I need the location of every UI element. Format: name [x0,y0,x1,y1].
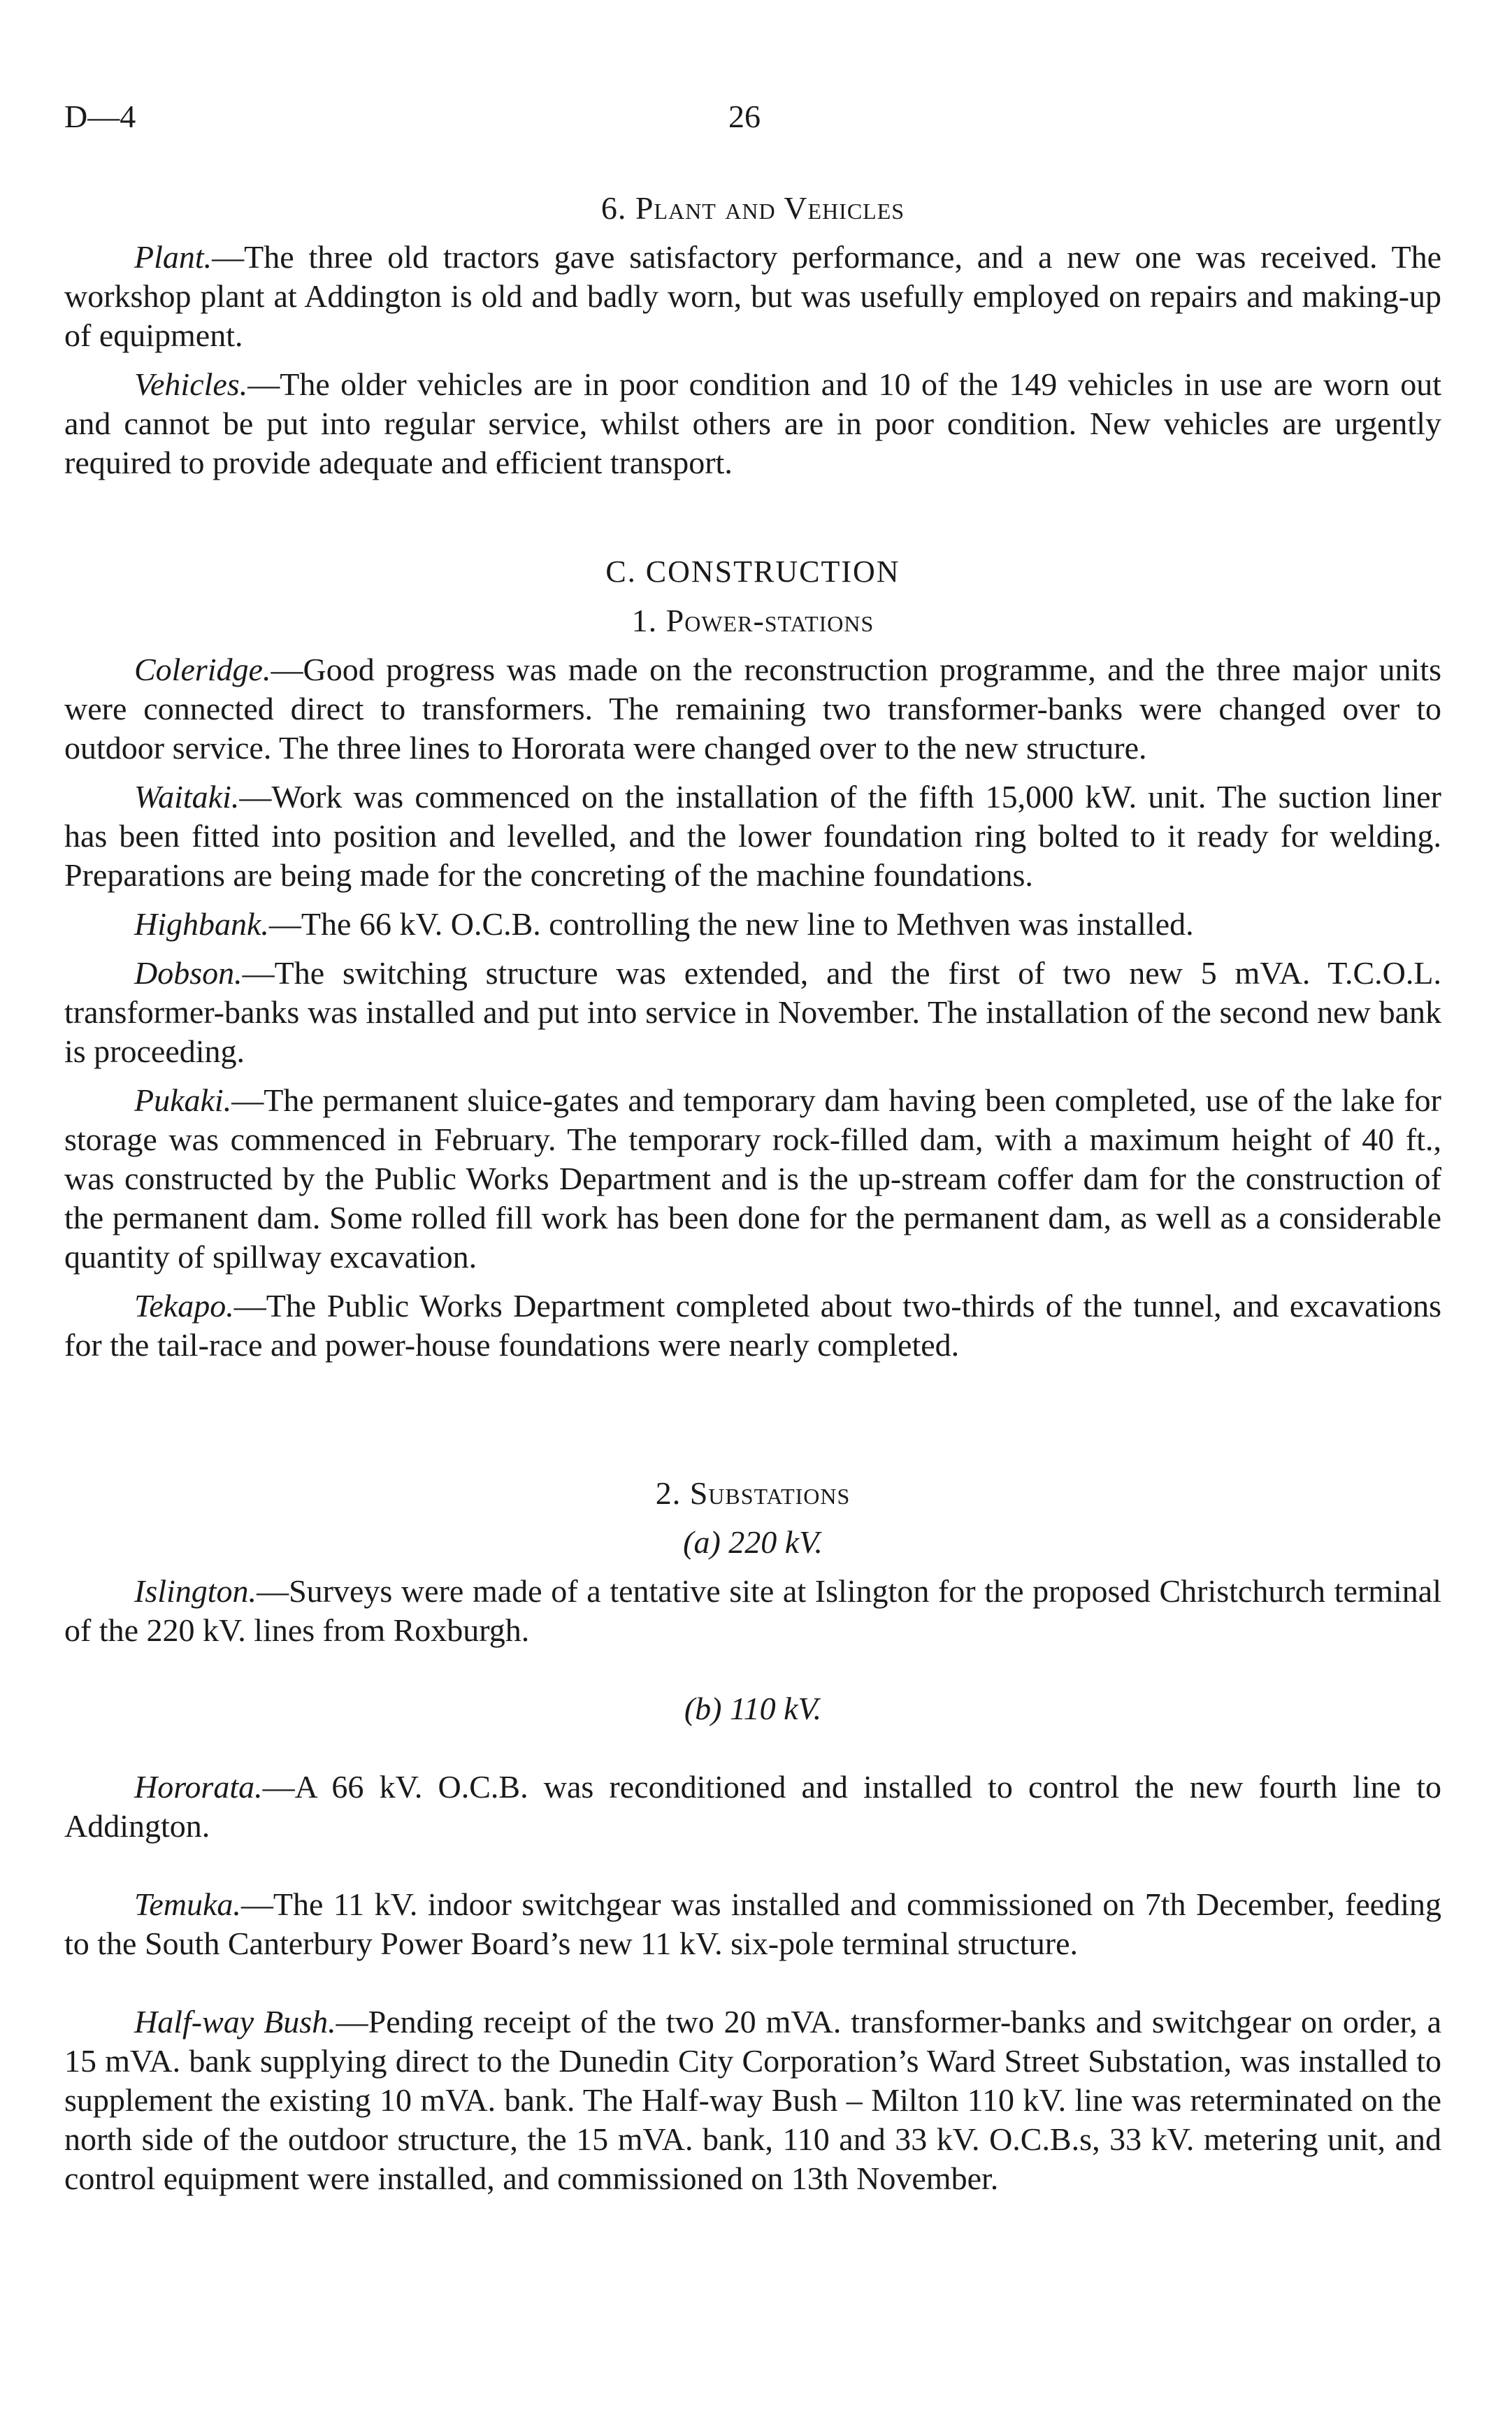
paragraph-lead: Waitaki. [134,779,240,815]
paragraph-text: —Good progress was made on the reconstruction programme, and the three major units were connected direct to transformers. The remaining two transformer-banks were changed over to outdoor service. The three lines to Hororata were changed over to the new structure. [64,652,1441,766]
paragraph-text: —The 66 kV. O.C.B. controlling the new line to Methven was installed. [268,906,1194,942]
paragraph-half-way-bush [64,2002,1441,2198]
paragraph-text: —The three old tractors gave satisfactory performance, and a new one was received. The workshop plant at Addington is old and badly worn, but was usefully employed on repairs and making-up of equipment. [64,239,1441,353]
paragraph-lead: Highbank. [134,906,269,942]
paragraph-text: —Pending receipt of the two 20 mVA. transformer-banks and switchgear on order, a 15 mVA. bank supplying direct to the Dunedin City Corporation’s Ward Street Substation, was installed to supplement the existing 10 mVA. bank. The Half-way Bush – Milton 110 kV. line was reterminated on the north side of the outdoor structure, the 15 mVA. bank, 110 and 33 kV. O.C.B.s, 33 kV. metering unit, and control equipment were installed, and commissioned on 13th November. [64,2004,1441,2196]
paragraph-lead: Temuka. [134,1886,241,1922]
subsection-heading-substations: 2. Substations [655,1475,851,1511]
paragraph-lead: Plant. [134,239,213,275]
subsubsection-heading-220kv: (a) 220 kV. [683,1524,823,1560]
paragraph-pukaki [64,1081,1441,1277]
paragraph-text: —A 66 kV. O.C.B. was reconditioned and installed to control the new fourth line to Addington. [64,1769,1441,1844]
paragraph-lead: Coleridge. [134,652,271,687]
section-heading-construction: C. CONSTRUCTION [605,554,900,589]
paragraph-temuka [64,1885,1441,1963]
section-heading-plant-vehicles: 6. Plant and Vehicles [600,190,905,226]
paragraph-plant [64,238,1441,355]
paragraph-hororata [64,1768,1441,1846]
paragraph-lead: Vehicles. [134,366,248,402]
page-number: 26 [728,99,761,134]
paragraph-lead: Islington. [134,1573,257,1609]
paragraph-text: —The Public Works Department completed about two-thirds of the tunnel, and excavations for the tail-race and power-house foundations were nearly completed. [64,1288,1441,1363]
paragraph-islington [64,1572,1441,1650]
running-head [64,98,1441,140]
paragraph-text: —The 11 kV. indoor switchgear was installed and commissioned on 7th December, feeding to the South Canterbury Power Board’s new 11 kV. six-pole terminal structure. [64,1886,1441,1961]
paragraph-lead: Half-way Bush. [134,2004,336,2040]
paragraph-highbank [64,905,1441,944]
paragraph-lead: Hororata. [134,1769,263,1805]
paragraph-dobson [64,954,1441,1071]
paragraph-vehicles [64,365,1441,482]
paragraph-text: —The permanent sluice-gates and temporary dam having been completed, use of the lake for storage was commenced in February. The temporary rock-filled dam, with a maximum height of 40 ft., was constructed by the Public Works Department and is the up-stream coffer dam for the construction of the permanent dam. Some rolled fill work has been done for the permanent dam, as well as a considerable quantity of spillway excavation. [64,1082,1441,1275]
power-stations-list [64,650,1441,1365]
document-reference: D—4 [64,99,136,134]
paragraph-lead: Dobson. [134,955,243,991]
paragraph-text: —The switching structure was extended, and the first of two new 5 mVA. T.C.O.L. transformer-banks was installed and put into service in November. The installation of the second new bank is proceeding. [64,955,1441,1069]
paragraph-tekapo [64,1287,1441,1365]
paragraph-waitaki [64,777,1441,895]
subsubsection-heading-110kv: (b) 110 kV. [684,1691,822,1726]
subsection-heading-power-stations: 1. Power-stations [631,603,874,638]
paragraph-coleridge [64,650,1441,768]
paragraph-text: —Work was commenced on the installation of the fifth 15,000 kW. unit. The suction liner has been fitted into position and levelled, and the lower foundation ring bolted to it ready for welding. Preparations are being made for the concreting of the machine foundations. [64,779,1441,893]
paragraph-lead: Pukaki. [134,1082,232,1118]
paragraph-text: —The older vehicles are in poor condition and 10 of the 149 vehicles in use are worn out and cannot be put into regular service, whilst others are in poor condition. New vehicles are urgently required to provide adequate and efficient transport. [64,366,1441,480]
document-body [64,189,1441,2198]
paragraph-text: —Surveys were made of a tentative site at Islington for the proposed Christchurch terminal of the 220 kV. lines from Roxburgh. [64,1573,1441,1648]
paragraph-lead: Tekapo. [134,1288,234,1324]
